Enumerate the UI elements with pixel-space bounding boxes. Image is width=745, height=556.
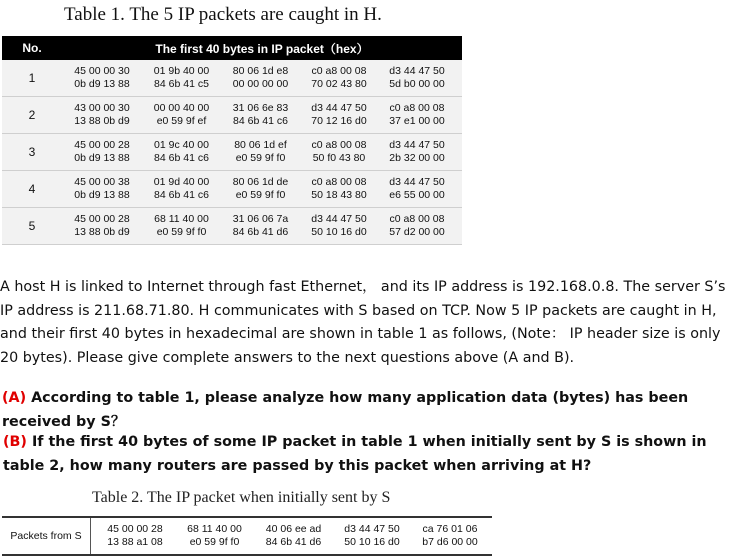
hex-cell: 31 06 6e 83: [232, 102, 289, 114]
hex-bytes: [91, 518, 489, 554]
hex-cell: 01 9d 40 00: [153, 176, 210, 188]
hex-cell: 45 00 00 30: [74, 65, 130, 77]
hex-cell: 2b 32 00 00: [389, 152, 445, 164]
hex-cell: c0 a8 00 08: [389, 102, 445, 114]
hex-cell: 84 6b 41 c6: [233, 115, 288, 127]
problem-description: A host H is linked to Internet through fast Ethernet， and its IP address is 192.168.0.8. The server S’s IP address is 211.68.71.80. H communicates with S based on TCP. Now 5 IP packets are caught in H, and their first 40 bytes in hexadecimal are shown in table 1 as follows, (Note： IP header size is only 20 bytes). Please give complete answers to the next questions above (A and B).: [0, 279, 726, 366]
hex-cell: e6 55 00 00: [389, 189, 445, 201]
packet-number: 2: [2, 97, 62, 134]
hex-cell: 70 12 16 d0: [311, 115, 367, 127]
hex-cell: 45 00 00 28: [74, 213, 130, 225]
table-row: [2, 60, 462, 97]
hex-cell: ca 76 01 06: [422, 523, 478, 535]
packet-bytes: [62, 60, 462, 97]
hex-cell: 84 6b 41 c6: [154, 152, 209, 164]
hex-cell: 40 06 ee ad: [265, 523, 322, 535]
hex-cell: e0 59 9f f0: [189, 536, 240, 548]
hex-cell: 50 f0 43 80: [312, 152, 366, 164]
hex-cell: 70 02 43 80: [311, 78, 367, 90]
table-row: [2, 134, 462, 171]
hex-cell: c0 a8 00 08: [311, 139, 367, 151]
hex-cell: e0 59 9f ef: [156, 115, 207, 127]
hex-cell: 50 18 43 80: [311, 189, 367, 201]
question-b-text: If the first 40 bytes of some IP packet in table 1 when initially sent by S is shown in table 2, how many routers are passed by this packet when arriving at H?: [3, 434, 707, 474]
hex-cell: 57 d2 00 00: [389, 226, 445, 238]
hex-cell: 68 11 40 00: [154, 213, 209, 225]
packet-table: [2, 36, 462, 245]
hex-cell: 0b d9 13 88: [74, 78, 130, 90]
question-a-text: According to table 1, please analyze how many application data (bytes) has been received by S？: [2, 390, 689, 430]
hex-cell: 37 e1 00 00: [389, 115, 445, 127]
hex-cell: 45 00 00 28: [107, 523, 163, 535]
hex-cell: e0 59 9f f0: [235, 189, 286, 201]
hex-cell: d3 44 47 50: [311, 213, 367, 225]
table2-caption: Table 2. The IP packet when initially sent by S: [92, 489, 391, 506]
hex-cell: 84 6b 41 c5: [154, 78, 209, 90]
hex-cell: 45 00 00 28: [74, 139, 130, 151]
table1-caption: Table 1. The 5 IP packets are caught in H.: [64, 4, 382, 25]
packet-bytes: [62, 171, 462, 208]
hex-cell: d3 44 47 50: [389, 139, 445, 151]
hex-cell: 13 88 0b d9: [74, 115, 130, 127]
hex-cell: 80 06 1d e8: [232, 65, 289, 77]
hex-cell: 5d b0 00 00: [389, 78, 445, 90]
initial-packet-table: [2, 516, 492, 556]
column-header-bytes: The first 40 bytes in IP packet（hex）: [62, 36, 462, 60]
hex-cell: 0b d9 13 88: [74, 189, 130, 201]
question-a: [2, 386, 742, 434]
row-label: Packets from S: [2, 518, 91, 554]
packet-number: 1: [2, 60, 62, 97]
question-b-label: (B): [3, 434, 27, 450]
packet-number: 3: [2, 134, 62, 171]
hex-cell: c0 a8 00 08: [311, 65, 367, 77]
question-b: [3, 430, 738, 478]
packet-number: 4: [2, 171, 62, 208]
hex-cell: 80 06 1d de: [232, 176, 289, 188]
hex-cell: e0 59 9f f0: [156, 226, 207, 238]
hex-cell: d3 44 47 50: [389, 65, 445, 77]
hex-cell: d3 44 47 50: [389, 176, 445, 188]
packet-bytes: [62, 208, 462, 245]
hex-cell: d3 44 47 50: [311, 102, 367, 114]
hex-cell: 84 6b 41 d6: [232, 226, 289, 238]
column-header-no: No.: [2, 36, 62, 60]
hex-cell: 13 88 0b d9: [74, 226, 130, 238]
packet-bytes: [62, 134, 462, 171]
question-a-label: (A): [2, 390, 27, 406]
table-row: [2, 208, 462, 245]
hex-cell: d3 44 47 50: [344, 523, 400, 535]
hex-cell: 13 88 a1 08: [107, 536, 163, 548]
hex-cell: 84 6b 41 d6: [265, 536, 322, 548]
hex-cell: 45 00 00 38: [74, 176, 130, 188]
hex-cell: 80 06 1d ef: [234, 139, 287, 151]
hex-cell: 84 6b 41 c6: [154, 189, 209, 201]
table-row: [2, 97, 462, 134]
table-row: [2, 171, 462, 208]
hex-cell: 01 9b 40 00: [153, 65, 210, 77]
hex-cell: 50 10 16 d0: [311, 226, 367, 238]
hex-cell: 50 10 16 d0: [344, 536, 400, 548]
hex-cell: 00 00 40 00: [153, 102, 210, 114]
hex-cell: 31 06 06 7a: [232, 213, 289, 225]
hex-cell: 00 00 00 00: [232, 78, 289, 90]
hex-cell: 43 00 00 30: [74, 102, 130, 114]
hex-cell: e0 59 9f f0: [235, 152, 286, 164]
packet-bytes: [62, 97, 462, 134]
packet-number: 5: [2, 208, 62, 245]
hex-cell: 0b d9 13 88: [74, 152, 130, 164]
hex-cell: 01 9c 40 00: [154, 139, 209, 151]
hex-cell: b7 d6 00 00: [422, 536, 478, 548]
hex-cell: c0 a8 00 08: [389, 213, 445, 225]
hex-cell: 68 11 40 00: [187, 523, 242, 535]
hex-cell: c0 a8 00 08: [311, 176, 367, 188]
